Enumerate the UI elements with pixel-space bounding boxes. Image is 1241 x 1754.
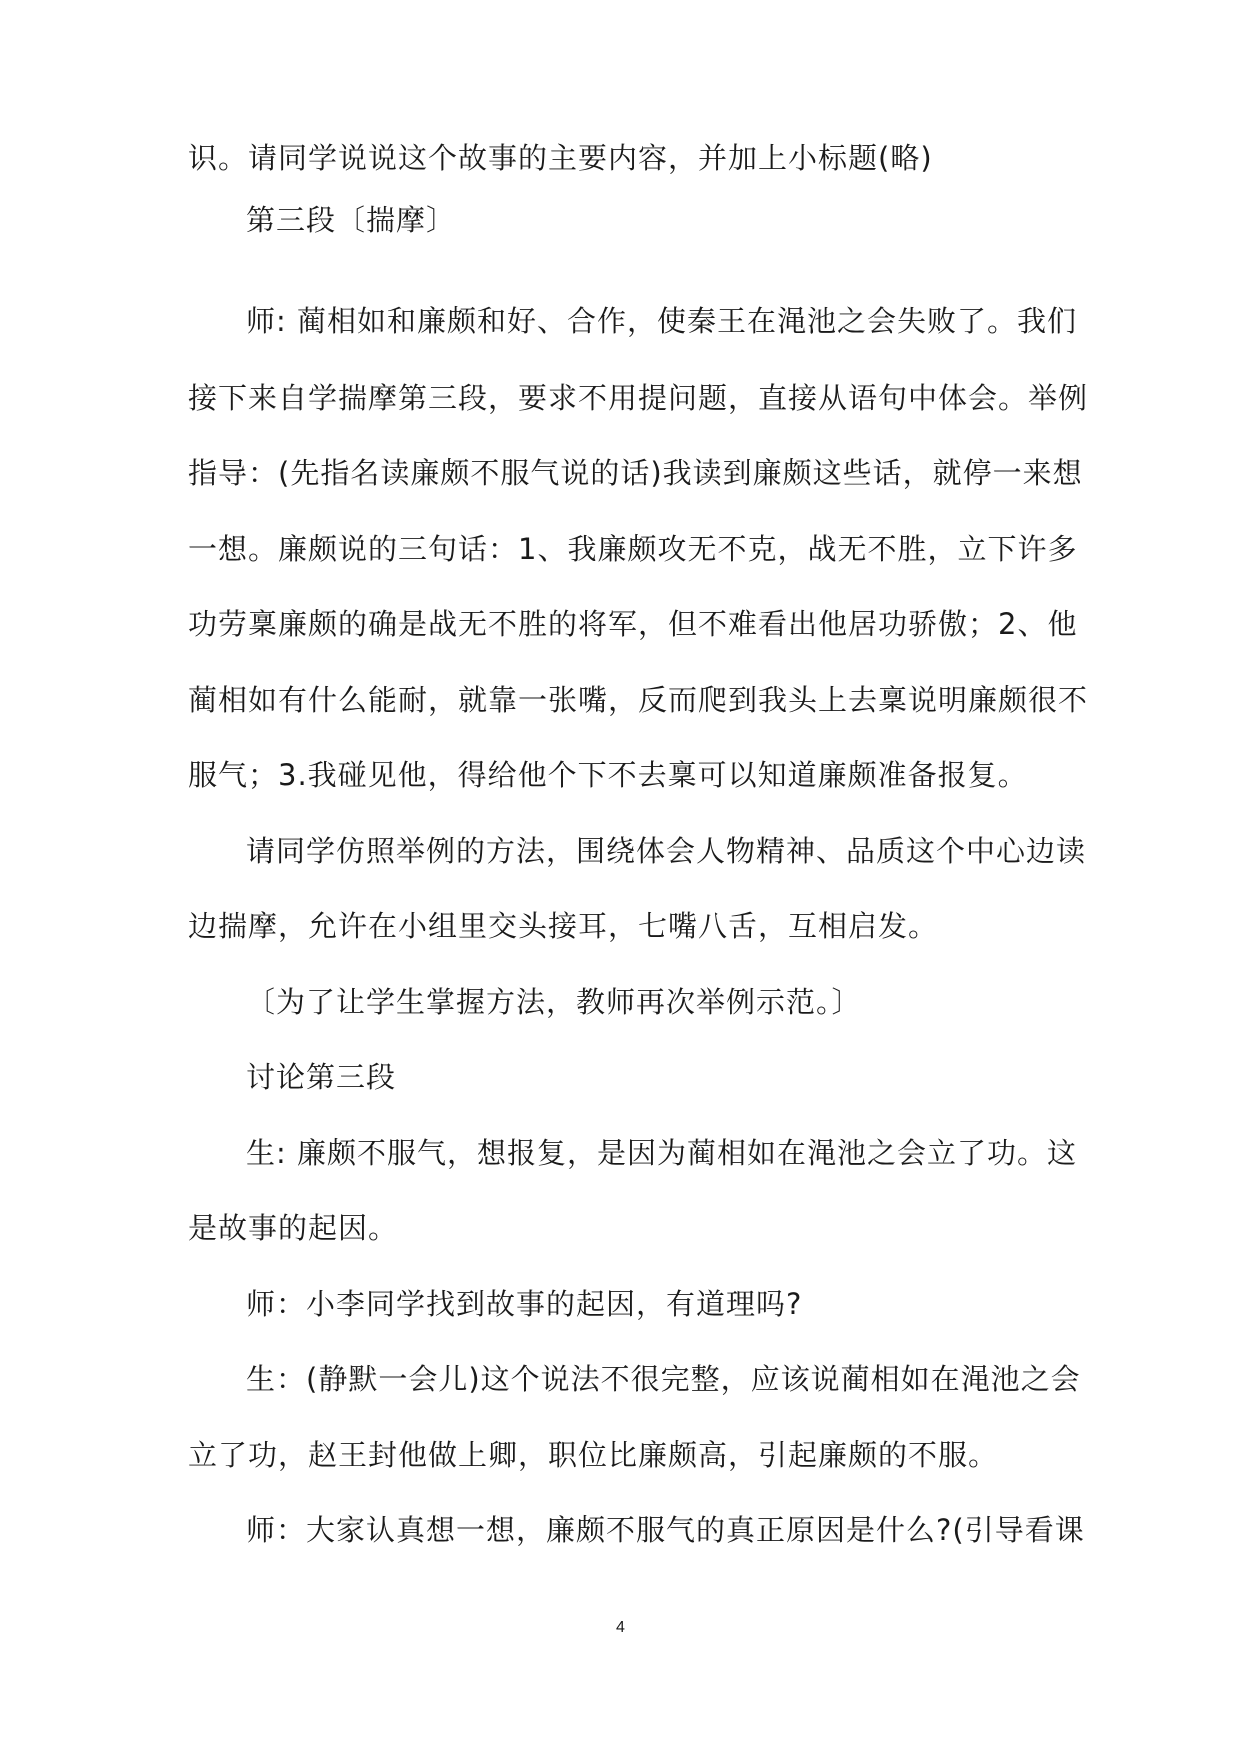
text-line-19: 师：大家认真想一想，廉颇不服气的真正原因是什么?(引导看课 xyxy=(246,1513,1085,1547)
section-heading-3: 第三段〔揣摩〕 xyxy=(246,203,457,237)
text-line-5: 指导：(先指名读廉颇不服气说的话)我读到廉颇这些话，就停一来想 xyxy=(188,456,1083,490)
text-line-3: 师: 蔺相如和廉颇和好、合作，使秦王在渑池之会失败了。我们 xyxy=(246,304,1077,338)
text-line-6: 一想。廉颇说的三句话：1、我廉颇攻无不克，战无不胜，立下许多 xyxy=(188,532,1078,566)
text-line-7: 功劳稟廉颇的确是战无不胜的将军，但不难看出他居功骄傲；2、他 xyxy=(188,607,1078,641)
text-line-14: 生: 廉颇不服气，想报复，是因为蔺相如在渑池之会立了功。这 xyxy=(246,1136,1077,1170)
text-line-16: 师：小李同学找到故事的起因，有道理吗? xyxy=(246,1287,803,1321)
text-line-10: 请同学仿照举例的方法，围绕体会人物精神、品质这个中心边读 xyxy=(246,834,1087,868)
page-number: 4 xyxy=(616,1619,625,1636)
text-line-18: 立了功，赵王封他做上卿，职位比廉颇高，引起廉颇的不服。 xyxy=(188,1438,999,1472)
text-line-4: 接下来自学揣摩第三段，要求不用提问题，直接从语句中体会。举例 xyxy=(188,381,1089,415)
text-line-12: 〔为了让学生掌握方法，教师再次举例示范。〕 xyxy=(246,985,862,1019)
section-heading-discussion: 讨论第三段 xyxy=(246,1060,397,1094)
text-line-9: 服气；3.我碰见他，得给他个下不去稟可以知道廉颇准备报复。 xyxy=(188,758,1028,792)
text-line-8: 蔺相如有什么能耐，就靠一张嘴，反而爬到我头上去稟说明廉颇很不 xyxy=(188,683,1089,717)
text-line-15: 是故事的起因。 xyxy=(188,1211,399,1245)
text-line-1: 识。请同学说说这个故事的主要内容，并加上小标题(略) xyxy=(188,141,933,175)
text-line-17: 生：(静默一会儿)这个说法不很完整，应该说蔺相如在渑池之会 xyxy=(246,1362,1081,1396)
text-line-11: 边揣摩，允许在小组里交头接耳，七嘴八舌，互相启发。 xyxy=(188,909,939,943)
